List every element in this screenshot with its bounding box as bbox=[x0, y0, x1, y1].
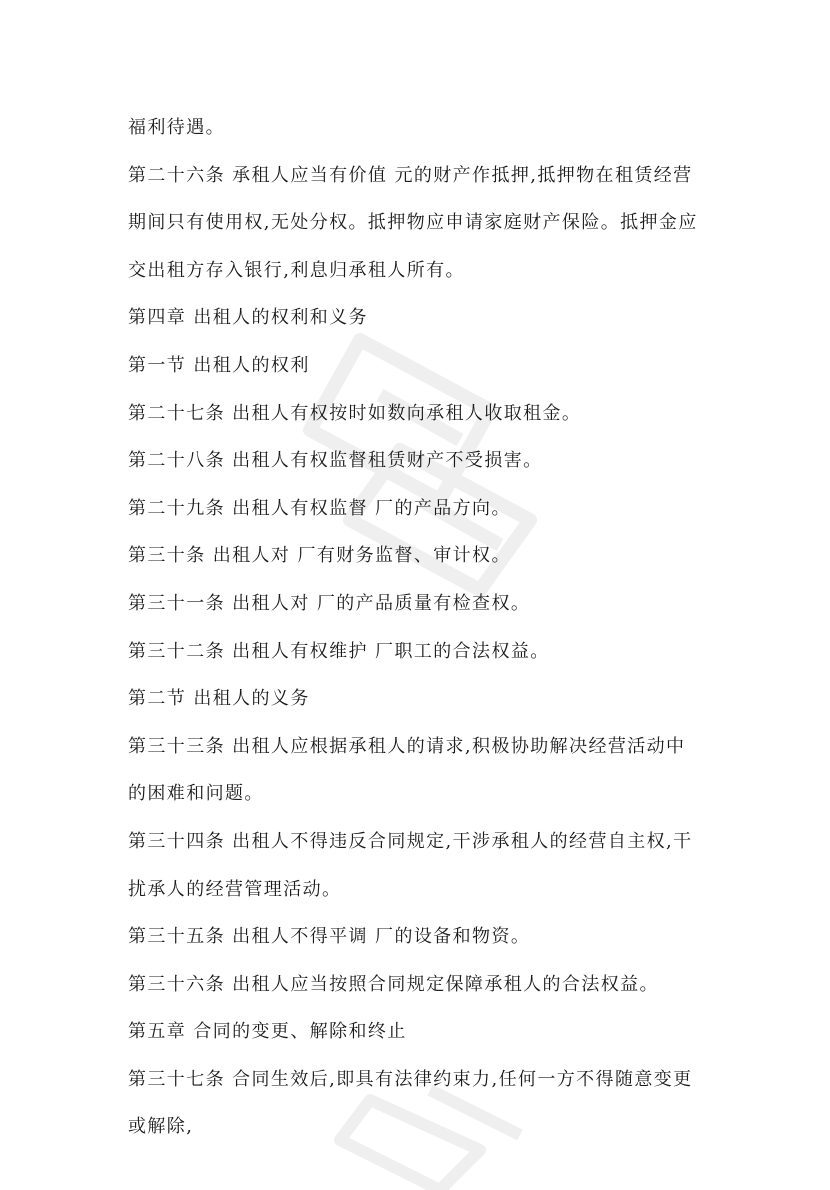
article-35: 第三十五条 出租人不得平调 厂的设备和物资。 bbox=[128, 926, 531, 948]
article-27: 第二十七条 出租人有权按时如数向承租人收取租金。 bbox=[128, 402, 582, 424]
article-34-line-1: 第三十四条 出租人不得违反合同规定,干涉承租人的经营自主权,干 bbox=[128, 830, 693, 852]
chapter-heading: 第五章 合同的变更、解除和终止 bbox=[128, 1021, 407, 1043]
article-33-line-1: 第三十三条 出租人应根据承租人的请求,积极协助解决经营活动中 bbox=[128, 735, 686, 757]
article-26-line-3: 交出租方存入银行,利息归承租人所有。 bbox=[128, 259, 465, 281]
document-body bbox=[128, 104, 718, 1151]
article-34-line-2: 扰承人的经营管理活动。 bbox=[128, 878, 342, 900]
article-29: 第二十九条 出租人有权监督 厂的产品方向。 bbox=[128, 497, 511, 519]
article-36: 第三十六条 出租人应当按照合同规定保障承租人的合法权益。 bbox=[128, 973, 659, 995]
article-37-line-2: 或解除, bbox=[128, 1116, 194, 1138]
article-31: 第三十一条 出租人对 厂的产品质量有检查权。 bbox=[128, 592, 531, 614]
section-heading: 第二节 出租人的义务 bbox=[128, 688, 310, 710]
article-37-line-1: 第三十七条 合同生效后,即具有法律约束力,任何一方不得随意变更 bbox=[128, 1068, 693, 1090]
chapter-heading: 第四章 出租人的权利和义务 bbox=[128, 307, 368, 329]
article-32: 第三十二条 出租人有权维护 厂职工的合法权益。 bbox=[128, 640, 550, 662]
text-line: 福利待遇。 bbox=[128, 117, 225, 138]
article-30: 第三十条 出租人对 厂有财务监督、审计权。 bbox=[128, 545, 511, 567]
article-33-line-2: 的困难和问题。 bbox=[128, 783, 264, 805]
article-26-line-1: 第二十六条 承租人应当有价值 元的财产作抵押,抵押物在租赁经营 bbox=[128, 164, 693, 186]
section-heading: 第一节 出租人的权利 bbox=[128, 354, 310, 376]
article-28: 第二十八条 出租人有权监督租赁财产不受损害。 bbox=[128, 450, 543, 472]
article-26-line-2: 期间只有使用权,无处分权。抵押物应申请家庭财产保险。抵押金应 bbox=[128, 212, 698, 234]
